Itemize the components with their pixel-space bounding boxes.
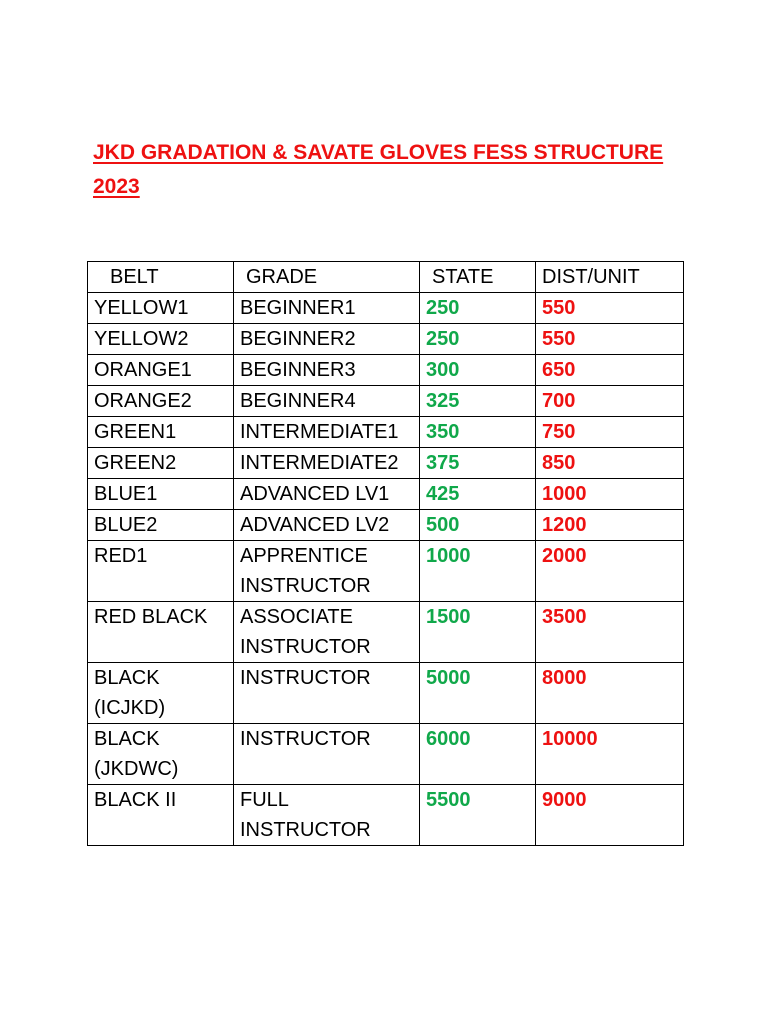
belt-cell: BLUE2 <box>88 510 234 541</box>
grade-cell: BEGINNER3 <box>234 355 420 386</box>
dist-fee-cell: 550 <box>536 293 684 324</box>
dist-fee-cell: 2000 <box>536 541 684 602</box>
table-row <box>88 724 684 785</box>
belt-cell: YELLOW2 <box>88 324 234 355</box>
table-header-row <box>88 262 684 293</box>
grade-cell: ASSOCIATE INSTRUCTOR <box>234 602 420 663</box>
table-row <box>88 602 684 663</box>
state-fee-cell: 350 <box>420 417 536 448</box>
table-row <box>88 324 684 355</box>
dist-fee-cell: 650 <box>536 355 684 386</box>
table-row <box>88 448 684 479</box>
header-dist-unit: DIST/UNIT <box>536 262 684 293</box>
belt-cell: ORANGE1 <box>88 355 234 386</box>
dist-fee-cell: 10000 <box>536 724 684 785</box>
header-belt: BELT <box>88 262 234 293</box>
table-row <box>88 386 684 417</box>
grade-cell: BEGINNER1 <box>234 293 420 324</box>
state-fee-cell: 300 <box>420 355 536 386</box>
belt-cell: YELLOW1 <box>88 293 234 324</box>
grade-cell: INTERMEDIATE2 <box>234 448 420 479</box>
belt-cell: GREEN2 <box>88 448 234 479</box>
table-row <box>88 510 684 541</box>
belt-cell: BLUE1 <box>88 479 234 510</box>
belt-cell: BLACK (JKDWC) <box>88 724 234 785</box>
grade-cell: FULL INSTRUCTOR <box>234 785 420 846</box>
table-row <box>88 785 684 846</box>
header-state: STATE <box>420 262 536 293</box>
table-row <box>88 479 684 510</box>
state-fee-cell: 500 <box>420 510 536 541</box>
dist-fee-cell: 700 <box>536 386 684 417</box>
belt-cell: BLACK II <box>88 785 234 846</box>
title-line-2: 2023 <box>93 175 140 198</box>
grade-cell: ADVANCED LV2 <box>234 510 420 541</box>
dist-fee-cell: 1000 <box>536 479 684 510</box>
grade-cell: BEGINNER4 <box>234 386 420 417</box>
grade-cell: INSTRUCTOR <box>234 663 420 724</box>
belt-cell: RED BLACK <box>88 602 234 663</box>
state-fee-cell: 1500 <box>420 602 536 663</box>
state-fee-cell: 425 <box>420 479 536 510</box>
state-fee-cell: 5500 <box>420 785 536 846</box>
header-grade: GRADE <box>234 262 420 293</box>
state-fee-cell: 250 <box>420 324 536 355</box>
table-row <box>88 293 684 324</box>
table-row <box>88 663 684 724</box>
grade-cell: INTERMEDIATE1 <box>234 417 420 448</box>
dist-fee-cell: 9000 <box>536 785 684 846</box>
belt-cell: ORANGE2 <box>88 386 234 417</box>
state-fee-cell: 6000 <box>420 724 536 785</box>
grade-cell: BEGINNER2 <box>234 324 420 355</box>
belt-cell: BLACK (ICJKD) <box>88 663 234 724</box>
dist-fee-cell: 1200 <box>536 510 684 541</box>
state-fee-cell: 250 <box>420 293 536 324</box>
grade-cell: APPRENTICE INSTRUCTOR <box>234 541 420 602</box>
grade-cell: INSTRUCTOR <box>234 724 420 785</box>
table-row <box>88 541 684 602</box>
dist-fee-cell: 750 <box>536 417 684 448</box>
state-fee-cell: 1000 <box>420 541 536 602</box>
document-title <box>93 136 693 204</box>
title-line-1: JKD GRADATION & SAVATE GLOVES FESS STRUCTURE <box>93 141 664 164</box>
dist-fee-cell: 3500 <box>536 602 684 663</box>
fee-structure-table <box>87 261 684 846</box>
belt-cell: RED1 <box>88 541 234 602</box>
grade-cell: ADVANCED LV1 <box>234 479 420 510</box>
state-fee-cell: 375 <box>420 448 536 479</box>
table-body <box>88 293 684 846</box>
table-row <box>88 355 684 386</box>
belt-cell: GREEN1 <box>88 417 234 448</box>
dist-fee-cell: 850 <box>536 448 684 479</box>
dist-fee-cell: 8000 <box>536 663 684 724</box>
state-fee-cell: 5000 <box>420 663 536 724</box>
dist-fee-cell: 550 <box>536 324 684 355</box>
table-row <box>88 417 684 448</box>
state-fee-cell: 325 <box>420 386 536 417</box>
